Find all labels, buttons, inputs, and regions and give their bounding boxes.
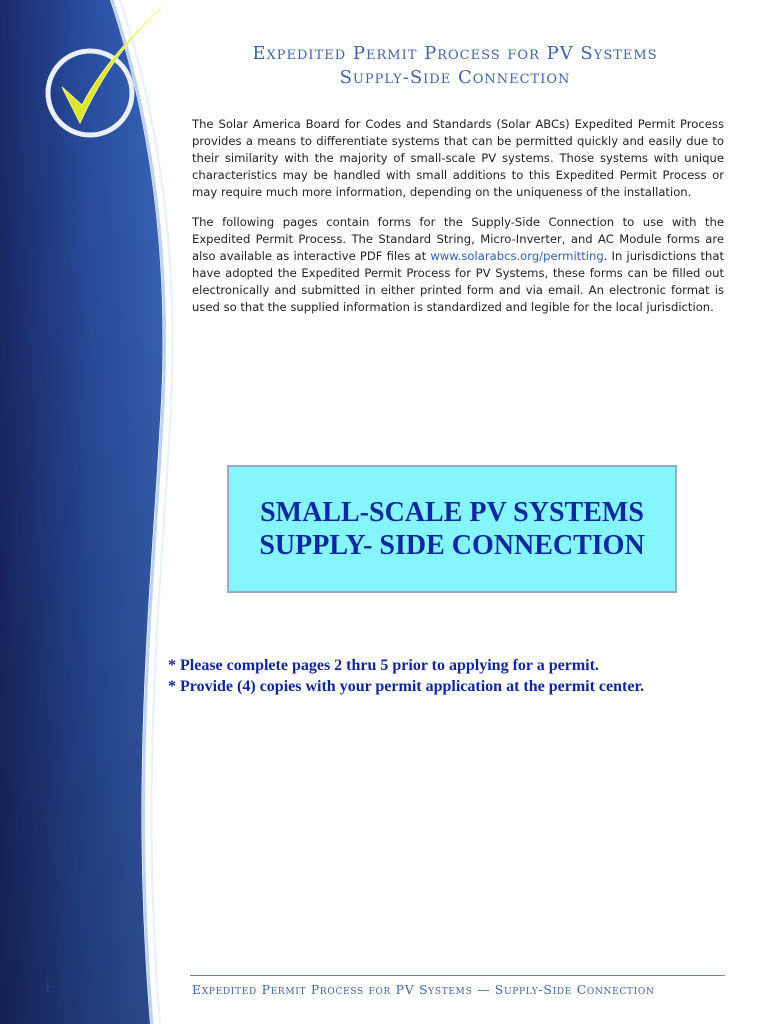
checkmark-circle-icon (22, 5, 172, 165)
system-type-callout (227, 465, 677, 593)
header-title-line1: Expedited Permit Process for PV Systems (252, 43, 658, 64)
footer-title: Expedited Permit Process for PV Systems — Supply-Side Connection (192, 982, 655, 997)
page-number: 1 (44, 980, 52, 996)
callout-line-1: SMALL-SCALE PV SYSTEMS (260, 497, 644, 528)
callout-line-2: SUPPLY- SIDE CONNECTION (259, 530, 645, 561)
intro-paragraph-1: The Solar America Board for Codes and Standards (Solar ABCs) Expedited Permit Process provides a means to differentiate systems that can be permitted quickly and easily due to their similarity with the majority of small-scale PV systems. Those systems with unique characteristics may be handled with small additions to this Expedited Permit Process or may require much more information, depending on the uniqueness of the installation. (192, 117, 724, 199)
intro-section (192, 116, 724, 329)
footer-divider (190, 975, 725, 976)
note-complete-pages: * Please complete pages 2 thru 5 prior to applying for a permit. (168, 657, 599, 674)
intro-paragraph-2-start: The following pages contain forms for the Supply-Side Connection to use with the Expedited Permit Process. The Standard String, Micro-Inverter, and AC Module forms are also available as interactive PDF files at (192, 215, 724, 263)
instructions-notes (168, 655, 748, 697)
note-provide-copies: * Provide (4) copies with your permit application at the permit center. (168, 678, 645, 695)
document-header (190, 42, 720, 90)
intro-paragraph-2 (192, 214, 724, 316)
solarabcs-permitting-link[interactable]: www.solarabcs.org/permitting (430, 249, 604, 263)
intro-paragraph-2-end: . In jurisdictions that have adopted the Expedited Permit Process for PV Systems, these forms can be filled out electronically and submitted in either printed form and via email. An electronic format is used so that the supplied information is standardized and legible for the local jurisdiction. (192, 249, 724, 314)
header-title-line2: Supply-Side Connection (339, 67, 571, 88)
